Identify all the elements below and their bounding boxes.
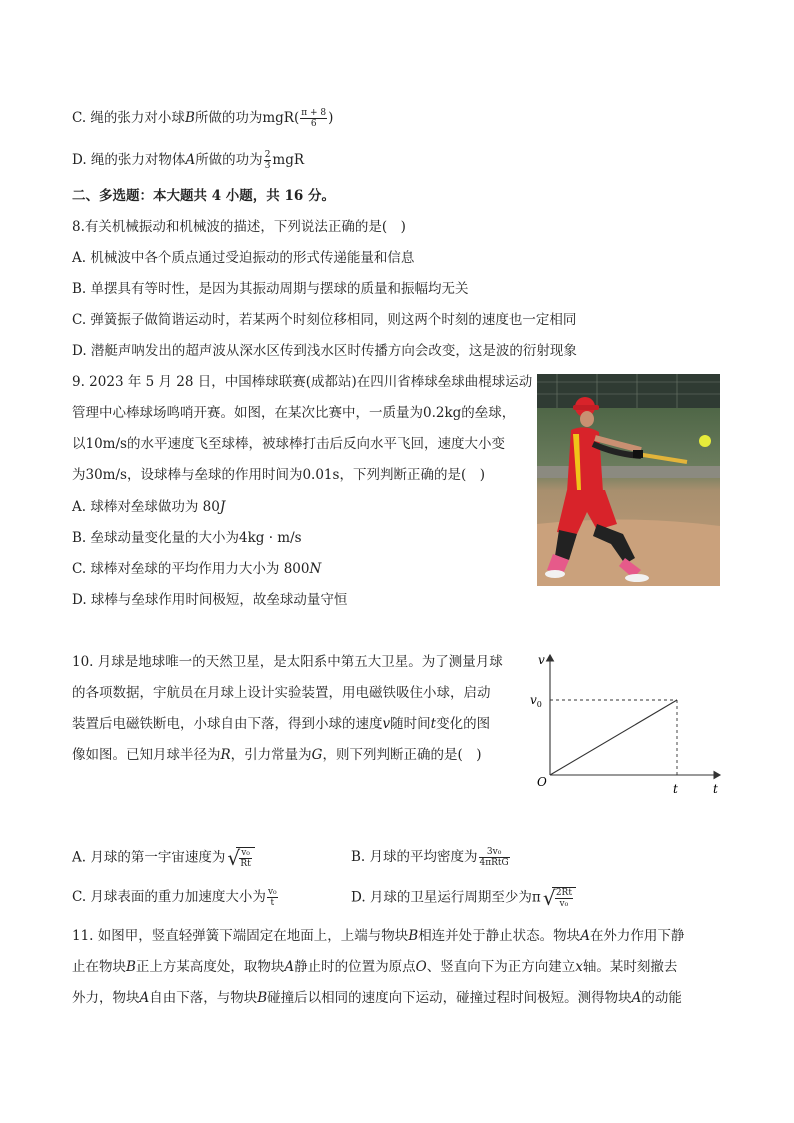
q10-sym-r: R: [220, 747, 231, 763]
origin-label: O: [537, 775, 547, 789]
q10-stem-part: ，则下列判断正确的是( ): [322, 747, 482, 763]
text-part: 轴。某时刻撤去: [582, 959, 678, 975]
q9-option-c: [72, 559, 321, 579]
q10-stem-part: 像如图。已知月球半径为: [72, 747, 221, 763]
fraction-denominator: 3: [264, 161, 271, 171]
q7-optc-fraction: [300, 108, 327, 129]
q7-optc-prefix: C. 绳的张力对小球: [72, 110, 185, 126]
q9-option-a: [72, 497, 225, 517]
y-tick-v0: [530, 693, 542, 709]
q9-optc-unit: N: [309, 561, 322, 577]
sym: O: [415, 959, 427, 975]
softball-batter-photo: [537, 374, 720, 586]
q10-stem-part: 随时间: [390, 716, 431, 732]
q10-stem-part: 变化的图: [436, 716, 491, 732]
q10-stem-line-4: [72, 745, 482, 765]
text-part: 外力，物块: [72, 990, 140, 1006]
q7-optd-suffix: mgR: [272, 152, 305, 168]
text-part: 11. 如图甲，竖直轻弹簧下端固定在地面上，上端与物块: [72, 928, 409, 944]
q8-stem: 8.有关机械振动和机械波的描述，下列说法正确的是( ): [72, 219, 406, 235]
q11-line-2: [72, 957, 677, 977]
fraction-numerator: 2Rt: [555, 888, 572, 898]
q10-option-d: [351, 887, 576, 909]
softball-photo-illustration: [537, 374, 720, 586]
sym: x: [575, 959, 583, 975]
q10-stem-line-1: 10. 月球是地球唯一的天然卫星，是太阳系中第五大卫星。为了测量月球: [72, 654, 503, 670]
sym: A: [631, 990, 642, 1006]
sym: A: [580, 928, 590, 944]
fraction-numerator: v₀: [241, 848, 250, 858]
q10-opta-text: A. 月球的第一宇宙速度为: [72, 849, 226, 866]
fraction: [479, 847, 510, 868]
radical-sign: √: [227, 846, 241, 870]
y-axis-label: v: [538, 653, 545, 667]
sym: A: [284, 959, 295, 975]
q10-optb-text: B. 月球的平均密度为: [351, 849, 478, 865]
q9-stem-line-3: 以10m/s的水平速度飞至球棒，被球棒打击后反向水平飞回，速度大小变: [72, 436, 505, 452]
text-part: 正上方某高度处，取物块: [135, 959, 285, 975]
fraction-numerator: v₀: [267, 887, 277, 897]
q10-sym-v: v: [382, 716, 391, 732]
sym: A: [139, 990, 150, 1006]
radical-sign: √: [542, 886, 556, 910]
q10-stem-line-2: 的各项数据，宇航员在月球上设计实验装置，用电磁铁吸住小球，启动: [72, 685, 491, 701]
q10-option-a: [72, 847, 255, 869]
q10-sym-t: t: [430, 716, 437, 732]
q9-option-d: D. 球棒与垒球作用时间极短，故垒球动量守恒: [72, 592, 348, 608]
q10-option-b: [351, 847, 511, 868]
q7-optd-fraction: [264, 150, 272, 171]
q7-optc-var: B: [184, 110, 195, 126]
q10-optc-text: C. 月球表面的重力加速度大小为: [72, 889, 266, 905]
fraction-denominator: 6: [310, 119, 317, 129]
q10-option-c: [72, 887, 279, 908]
q7-optd-var: A: [185, 152, 196, 168]
sqrt: [227, 847, 254, 869]
q9-stem-line-4: 为30m/s，设球棒与垒球的作用时间为0.01s，下列判断正确的是( ): [72, 467, 485, 483]
section-title: 二、多选题：本大题共 4 小题，共 16 分。: [72, 188, 335, 204]
fraction-numerator: 2: [264, 150, 271, 160]
sym: B: [126, 959, 136, 975]
q10-stem-part: ，引力常量为: [230, 747, 312, 763]
q8-option-a: A. 机械波中各个质点通过受迫振动的形式传递能量和信息: [72, 250, 415, 266]
q10-stem-line-3: [72, 714, 490, 734]
q7-option-c: [72, 108, 333, 129]
y-tick-v: v: [530, 693, 537, 707]
q11-line-3: [72, 988, 682, 1008]
fraction: [267, 887, 278, 908]
q7-option-d: [72, 150, 304, 171]
fraction-denominator: t: [270, 898, 275, 908]
vt-graph-svg: [530, 650, 725, 800]
q7-optc-suffix: ): [328, 110, 334, 126]
q7-optd-prefix: D. 绳的张力对物体: [72, 152, 186, 168]
q7-optd-mid: 所做的功为: [195, 152, 263, 168]
x-tick-t: t: [673, 782, 678, 796]
velocity-line: [550, 700, 677, 775]
q7-optc-mid: 所做的功为mgR(: [194, 110, 300, 126]
q10-sym-g: G: [311, 747, 323, 763]
y-tick-sub: 0: [536, 700, 542, 709]
x-axis-label: t: [713, 782, 718, 796]
fraction-denominator: v₀: [559, 899, 569, 909]
q9-stem-line-1: 9. 2023 年 5 月 28 日，中国棒球联赛(成都站)在四川省棒球垒球曲棍球运动: [72, 374, 533, 390]
velocity-time-graph: [530, 650, 725, 800]
q11-line-1: [72, 926, 684, 946]
q9-optc-text: C. 球棒对垒球的平均作用力大小为 800: [72, 561, 310, 577]
text-part: 、竖直向下为正方向建立: [426, 959, 576, 975]
fraction: [555, 888, 573, 909]
sym: B: [257, 990, 268, 1006]
text-part: 在外力作用下静: [589, 928, 685, 944]
sqrt: [543, 887, 576, 909]
fraction-numerator: 3v₀: [479, 847, 510, 858]
q9-opta-text: A. 球棒对垒球做功为 80: [72, 499, 220, 515]
q8-option-d: D. 潜艇声呐发出的超声波从深水区传到浅水区时传播方向会改变，这是波的衍射现象: [72, 343, 577, 359]
text-part: 静止时的位置为原点: [294, 959, 416, 975]
fraction: [239, 848, 251, 869]
text-part: 自由下落，与物块: [149, 990, 258, 1006]
fraction-denominator: Rt: [240, 859, 251, 869]
q10-stem-part: 装置后电磁铁断电，小球自由下落，得到小球的速度: [72, 716, 383, 732]
sym: B: [408, 928, 419, 944]
fraction-numerator: π + 8: [301, 108, 327, 118]
q9-opta-unit: J: [219, 499, 226, 515]
text-part: 相连并处于静止状态。物块: [418, 928, 581, 944]
fraction-denominator: 4πRtG: [479, 858, 509, 868]
q8-option-c: C. 弹簧振子做简谐运动时，若某两个时刻位移相同，则这两个时刻的速度也一定相同: [72, 312, 577, 328]
q10-optd-text: D. 月球的卫星运行周期至少为π: [351, 889, 541, 906]
q9-option-b: B. 垒球动量变化量的大小为4kg · m/s: [72, 530, 302, 546]
q9-stem-line-2: 管理中心棒球场鸣哨开赛。如图，在某次比赛中，一质量为0.2kg的垒球，: [72, 405, 516, 421]
text-part: 的动能: [641, 990, 682, 1006]
q8-option-b: B. 单摆具有等时性，是因为其振动周期与摆球的质量和振幅均无关: [72, 281, 469, 297]
text-part: 碰撞后以相同的速度向下运动，碰撞过程时间极短。测得物块: [267, 990, 632, 1006]
text-part: 止在物块: [72, 959, 126, 975]
